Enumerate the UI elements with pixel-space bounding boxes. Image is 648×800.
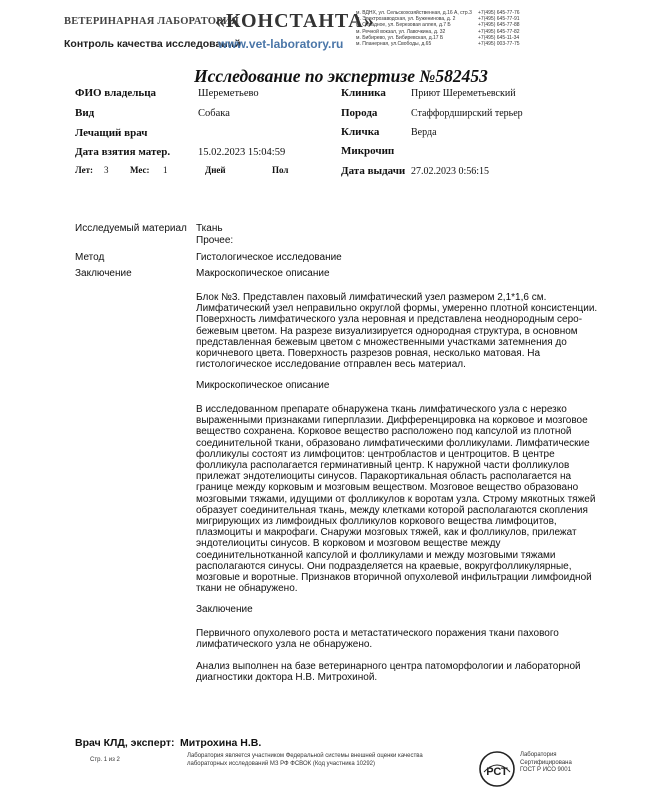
page-number: Стр. 1 из 2 — [90, 757, 120, 763]
phone-item: +7(495) 645-77-82 — [478, 28, 520, 35]
clinic-value: Приют Шереметьевский — [411, 88, 516, 99]
years-value: 3 — [104, 165, 109, 175]
address-item: м. Планерная, ул.Свободы, д.65 — [356, 41, 432, 48]
issue-date-label: Дата выдачи — [341, 165, 406, 177]
rst-logo-text: РСТ — [486, 766, 508, 778]
macro-heading: Макроскопическое описание — [196, 268, 330, 279]
months-value: 1 — [163, 165, 168, 175]
date-taken-value: 15.02.2023 15:04:59 — [198, 147, 286, 158]
fsvok-note-line: лабораторных исследований МЗ РФ ФСВОК (Код участника 10292) — [187, 761, 376, 767]
phone-list — [478, 10, 520, 47]
micro-heading: Микроскопическое описание — [196, 380, 330, 391]
breed-value: Стаффордширский терьер — [411, 108, 523, 119]
sex-label: Пол — [272, 165, 289, 175]
phone-item: +7(495) 645-77-76 — [478, 10, 520, 16]
fsvok-note — [187, 752, 423, 768]
certification-line: ГОСТ Р ИСО 9001 — [520, 767, 571, 774]
phone-item: +7(495) 645-77-88 — [478, 22, 520, 29]
date-taken-label: Дата взятия матер. — [75, 146, 171, 158]
address-item: м. Отрадное, ул. Березовая аллея, д.7 Б — [356, 22, 451, 29]
issue-date-value: 27.02.2023 0:56:15 — [411, 166, 490, 177]
address-item: м. Электрозаводская, ул. Буженинова, д. 2 — [356, 16, 456, 23]
certification-line: Сертифицирована — [520, 759, 572, 766]
clinic-label: Клиника — [341, 87, 386, 99]
micro-description: В исследованном препарате обнаружена ткань лимфатического узла с нерезко выраженными признаками гиперплазии. Дифференцировка на корковое и мозговое вещество сохранена. Корковое вещество расположено под капсулой из плотной соединительной ткани, образовано лимфатическими фолликулами. Лимфатические фолликулы состоят из лимфоцитов: центробластов и центроцитов. В центре фолликула располагается герминативный центр. К наружной части фолликулов прилежат эндотелиоциты синусов. Паракортикальная область располагается на границе между корковым и мозговым веществом. Мозговое вещество образовано мозговыми тяжами, идущими от фолликулов к воротам узла. Строму мякотных тяжей образует соединительная ткань, между клетками которой располагаются скопления мигрирующих из лимфоидных фолликулов коркового вещества лимфоцитов, плазмоциты и макрофаги. Снаружи мозговых тяжей, как и фолликулов, прилежат эндотелиоциты синусов. В корковом и мозговом веществе между соединительнотканной капсулой и фолликулами и между мозговыми тяжами располагаются синусы. Они подразделяется на краевые, вокругфолликулярные, мозговые и воротные. Признаков вторичной опухолевой инфильтрации лимфоидной ткани не обнаружено. — [196, 404, 596, 595]
address-list — [356, 10, 472, 47]
phone-item: +7(495) 645-11-34 — [478, 34, 520, 41]
signature-value: Митрохина Н.В. — [180, 737, 262, 749]
analysis-note: Анализ выполнен на базе ветеринарного центра патоморфологии и лабораторной диагностики доктора Н.В. Митрохиной. — [196, 661, 581, 684]
phone-item: +7(495) 645-77-91 — [478, 16, 520, 23]
method-label: Метод — [75, 252, 105, 263]
species-label: Вид — [75, 107, 95, 119]
signature-label: Врач КЛД, эксперт: — [75, 737, 175, 749]
chip-label: Микрочип — [341, 145, 395, 157]
material-label: Исследуемый материал — [75, 223, 187, 234]
species-value: Собака — [198, 108, 230, 119]
rst-logo-icon — [478, 750, 516, 788]
breed-label: Порода — [341, 107, 378, 119]
document-title: Исследование по экспертизе №582453 — [194, 66, 488, 86]
address-item: м. ВДНХ, ул. Сельскохозяйственная, д.16 А, стр.3 — [356, 10, 472, 16]
nickname-label: Кличка — [341, 126, 380, 138]
years-label: Лет: — [75, 165, 94, 175]
fsvok-note-line: Лаборатория является участником Федеральной системы внешней оценки качества — [187, 753, 423, 759]
phone-item: +7(495) 003-77-75 — [478, 41, 520, 48]
material-other: Прочее: — [196, 235, 234, 246]
macro-description: Блок №3. Представлен паховый лимфатический узел размером 2,1*1,6 см. Лимфатический узел неправильно округлой формы, умеренно плотной консистенции. Поверхность лимфатического узла неровная и представлена неоднородным серо- бежевым цветом. На разрезе визуализируется однородная структура, в основном представленная бежевым цветом с множественными участками затемнения до коричневого цвета. Поверхность разрезов ровная, несколько матовая. На гистологическое исследование отправлен весь материал. — [196, 292, 598, 371]
lab-website-link[interactable]: www.vet-laboratory.ru — [218, 37, 344, 51]
nickname-value: Верда — [411, 127, 437, 138]
material-value: Ткань — [196, 223, 223, 234]
months-label: Мес: — [130, 165, 150, 175]
method-value: Гистологическое исследование — [196, 252, 342, 263]
owner-value: Шереметьево — [198, 88, 259, 99]
certification-note — [520, 752, 572, 775]
lab-subtitle: Контроль качества исследований — [64, 38, 241, 50]
certification-line: Лаборатория — [520, 752, 557, 758]
doctor-label: Лечащий врач — [75, 127, 148, 139]
final-conclusion: Первичного опухолевого роста и метастатического поражения ткани пахового лимфатического узла не обнаружено. — [196, 628, 559, 651]
conclusion-label: Заключение — [75, 268, 132, 279]
rst-certification-logo — [478, 750, 516, 788]
address-item: м. Речной вокзал, ул. Лавочкина, д. 32 — [356, 28, 446, 35]
address-item: м. Бибирево, ул. Бибиревская, д.17 Б — [356, 34, 444, 41]
final-heading: Заключение — [196, 604, 253, 615]
lab-title: ВЕТЕРИНАРНАЯ ЛАБОРАТОРИЯ — [64, 16, 239, 27]
owner-label: ФИО владельца — [75, 87, 157, 99]
days-label: Дней — [205, 165, 226, 175]
lab-brand: «КОНСТАНТА» — [215, 10, 375, 32]
